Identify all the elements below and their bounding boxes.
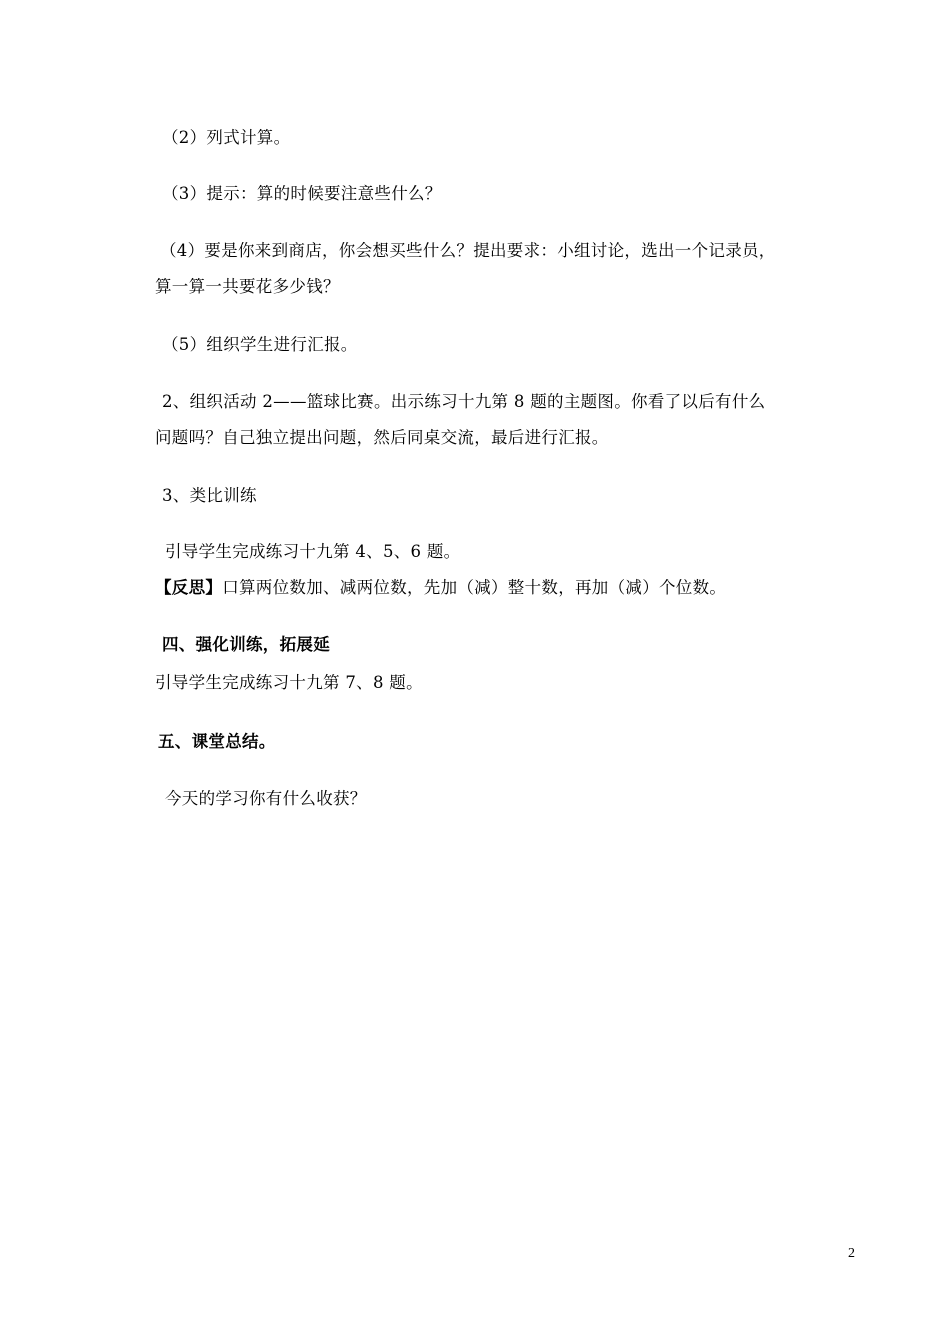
reflection-text: 口算两位数加、减两位数，先加（减）整十数，再加（减）个位数。: [222, 578, 727, 597]
page-number: 2: [848, 1246, 855, 1261]
activity-2-line1: 2、组织活动 2——篮球比赛。出示练习十九第 8 题的主题图。你看了以后有什么: [162, 392, 766, 411]
step-4-shop-line2: 算一算一共要花多少钱？: [155, 277, 340, 296]
section-5-heading: 五、课堂总结。: [158, 732, 276, 751]
step-2-calculate: （2）列式计算。: [162, 128, 291, 147]
analogy-training-heading: 3、类比训练: [162, 486, 257, 505]
step-5-report: （5）组织学生进行汇报。: [162, 335, 358, 354]
exercise-7-8: 引导学生完成练习十九第 7、8 题。: [155, 673, 423, 692]
section-4-heading: 四、强化训练，拓展延: [162, 635, 330, 654]
activity-2-line2: 问题吗？自己独立提出问题，然后同桌交流，最后进行汇报。: [155, 428, 609, 447]
summary-question: 今天的学习你有什么收获？: [165, 789, 367, 808]
step-4-shop-line1: （4）要是你来到商店，你会想买些什么？提出要求：小组讨论，选出一个记录员，: [160, 241, 776, 260]
exercise-4-5-6: 引导学生完成练习十九第 4、5、6 题。: [165, 542, 461, 561]
step-3-hint: （3）提示：算的时候要注意些什么？: [162, 184, 442, 203]
reflection-label: 【反思】: [155, 578, 223, 597]
reflection: [155, 577, 726, 599]
